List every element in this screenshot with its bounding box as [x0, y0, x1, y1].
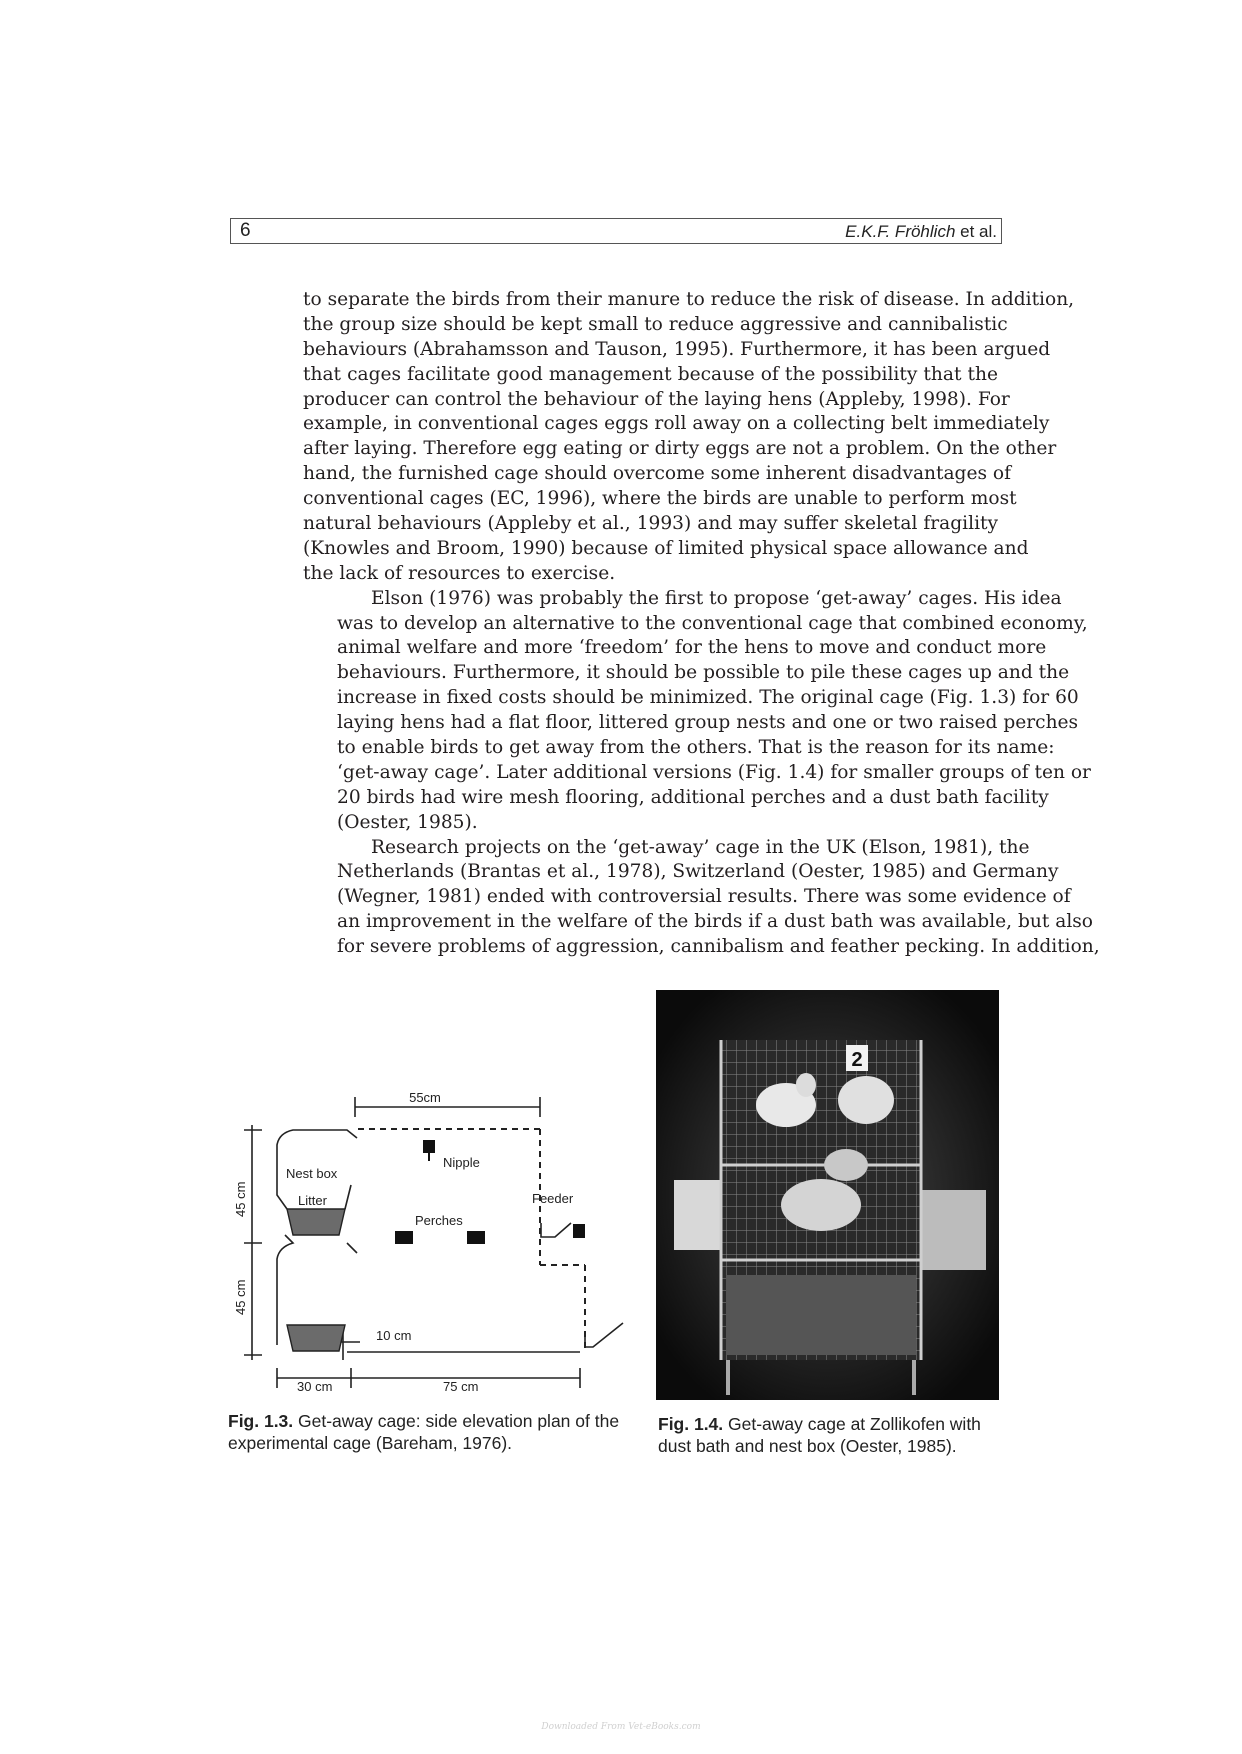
- text-line: laying hens had a flat floor, littered group nests and one or two raised perches: [337, 712, 1079, 734]
- text-line: to separate the birds from their manure to reduce the risk of disease. In addition,: [303, 289, 1075, 310]
- text-line: after laying. Therefore egg eating or dirty eggs are not a problem. On the other: [303, 438, 1057, 460]
- text-line: the lack of resources to exercise.: [303, 562, 616, 584]
- label-gap: 10 cm: [376, 1328, 412, 1343]
- paragraph-2: [303, 587, 1091, 836]
- text-line: to enable birds to get away from the others. That is the reason for its name:: [337, 737, 1055, 759]
- label-nest-box: Nest box: [286, 1166, 338, 1181]
- text-line: that cages facilitate good management because of the possibility that the: [303, 363, 998, 385]
- figure-1-4-photo: [656, 990, 999, 1400]
- text-line: Netherlands (Brantas et al., 1978), Switzerland (Oester, 1985) and Germany: [337, 861, 1059, 883]
- text-line: conventional cages (EC, 1996), where the birds are unable to perform most: [303, 488, 1017, 510]
- text-line: 20 birds had wire mesh flooring, additional perches and a dust bath facility: [337, 786, 1049, 808]
- paragraph-3: [303, 836, 1100, 960]
- text-line: example, in conventional cages eggs roll away on a collecting belt immediately: [303, 413, 1050, 435]
- photo-number-tag: 2: [851, 1049, 863, 1071]
- text-line: was to develop an alternative to the conventional cage that combined economy,: [337, 612, 1088, 634]
- text-line: hand, the furnished cage should overcome some inherent disadvantages of: [303, 463, 1011, 485]
- label-height-upper: 45 cm: [233, 1181, 248, 1217]
- text-line: Research projects on the ‘get-away’ cage in the UK (Elson, 1981), the: [371, 836, 1030, 858]
- text-line: (Knowles and Broom, 1990) because of limited physical space allowance and: [303, 537, 1029, 559]
- running-head-author: E.K.F. Fröhlich: [845, 222, 956, 241]
- text-line: (Oester, 1985).: [337, 811, 478, 833]
- label-perches: Perches: [415, 1213, 463, 1228]
- label-top-width: 55cm: [409, 1090, 441, 1105]
- figure-1-3-caption-label: Fig. 1.3.: [228, 1411, 294, 1431]
- text-line: behaviours (Abrahamsson and Tauson, 1995). Furthermore, it has been argued: [303, 338, 1051, 360]
- running-head-suffix: et al.: [955, 222, 997, 241]
- label-width-nest: 30 cm: [297, 1379, 333, 1394]
- figure-1-4-caption-text: Get-away cage at Zollikofen with dust bath and nest box (Oester, 1985).: [658, 1414, 981, 1456]
- label-litter: Litter: [298, 1193, 327, 1208]
- figure-1-3-caption: [228, 1410, 628, 1454]
- figure-1-3-caption-text: Get-away cage: side elevation plan of the experimental cage (Bareham, 1976).: [228, 1411, 620, 1453]
- text-line: the group size should be kept small to reduce aggressive and cannibalistic: [303, 313, 1008, 335]
- text-line: for severe problems of aggression, cannibalism and feather pecking. In addition,: [337, 936, 1100, 958]
- paragraph-1: [303, 288, 1075, 587]
- label-width-main: 75 cm: [443, 1379, 479, 1394]
- text-line: increase in fixed costs should be minimized. The original cage (Fig. 1.3) for 60: [337, 687, 1079, 709]
- page-number: 6: [240, 220, 251, 241]
- text-line: animal welfare and more ‘freedom’ for the hens to move and conduct more: [337, 637, 1047, 659]
- text-line: behaviours. Furthermore, it should be possible to pile these cages up and the: [337, 662, 1070, 684]
- footer-watermark: Downloaded From Vet-eBooks.com: [541, 1722, 701, 1732]
- text-line: producer can control the behaviour of the laying hens (Appleby, 1998). For: [303, 388, 1010, 410]
- text-line: (Wegner, 1981) ended with controversial results. There was some evidence of: [337, 886, 1071, 908]
- label-height-lower: 45 cm: [233, 1279, 248, 1315]
- label-feeder: Feeder: [532, 1191, 574, 1206]
- figure-1-4-caption-label: Fig. 1.4.: [658, 1414, 724, 1434]
- body-text: [303, 288, 1100, 960]
- text-line: ‘get-away cage’. Later additional versions (Fig. 1.4) for smaller groups of ten or: [337, 761, 1091, 783]
- figure-1-3-diagram: [235, 1085, 635, 1405]
- text-line: natural behaviours (Appleby et al., 1993) and may suffer skeletal fragility: [303, 513, 998, 535]
- label-nipple: Nipple: [443, 1155, 480, 1170]
- figure-1-4-caption: [658, 1413, 1003, 1457]
- text-line: an improvement in the welfare of the birds if a dust bath was available, but also: [337, 911, 1093, 933]
- text-line: Elson (1976) was probably the first to propose ‘get-away’ cages. His idea: [371, 587, 1062, 609]
- running-head: [845, 222, 997, 242]
